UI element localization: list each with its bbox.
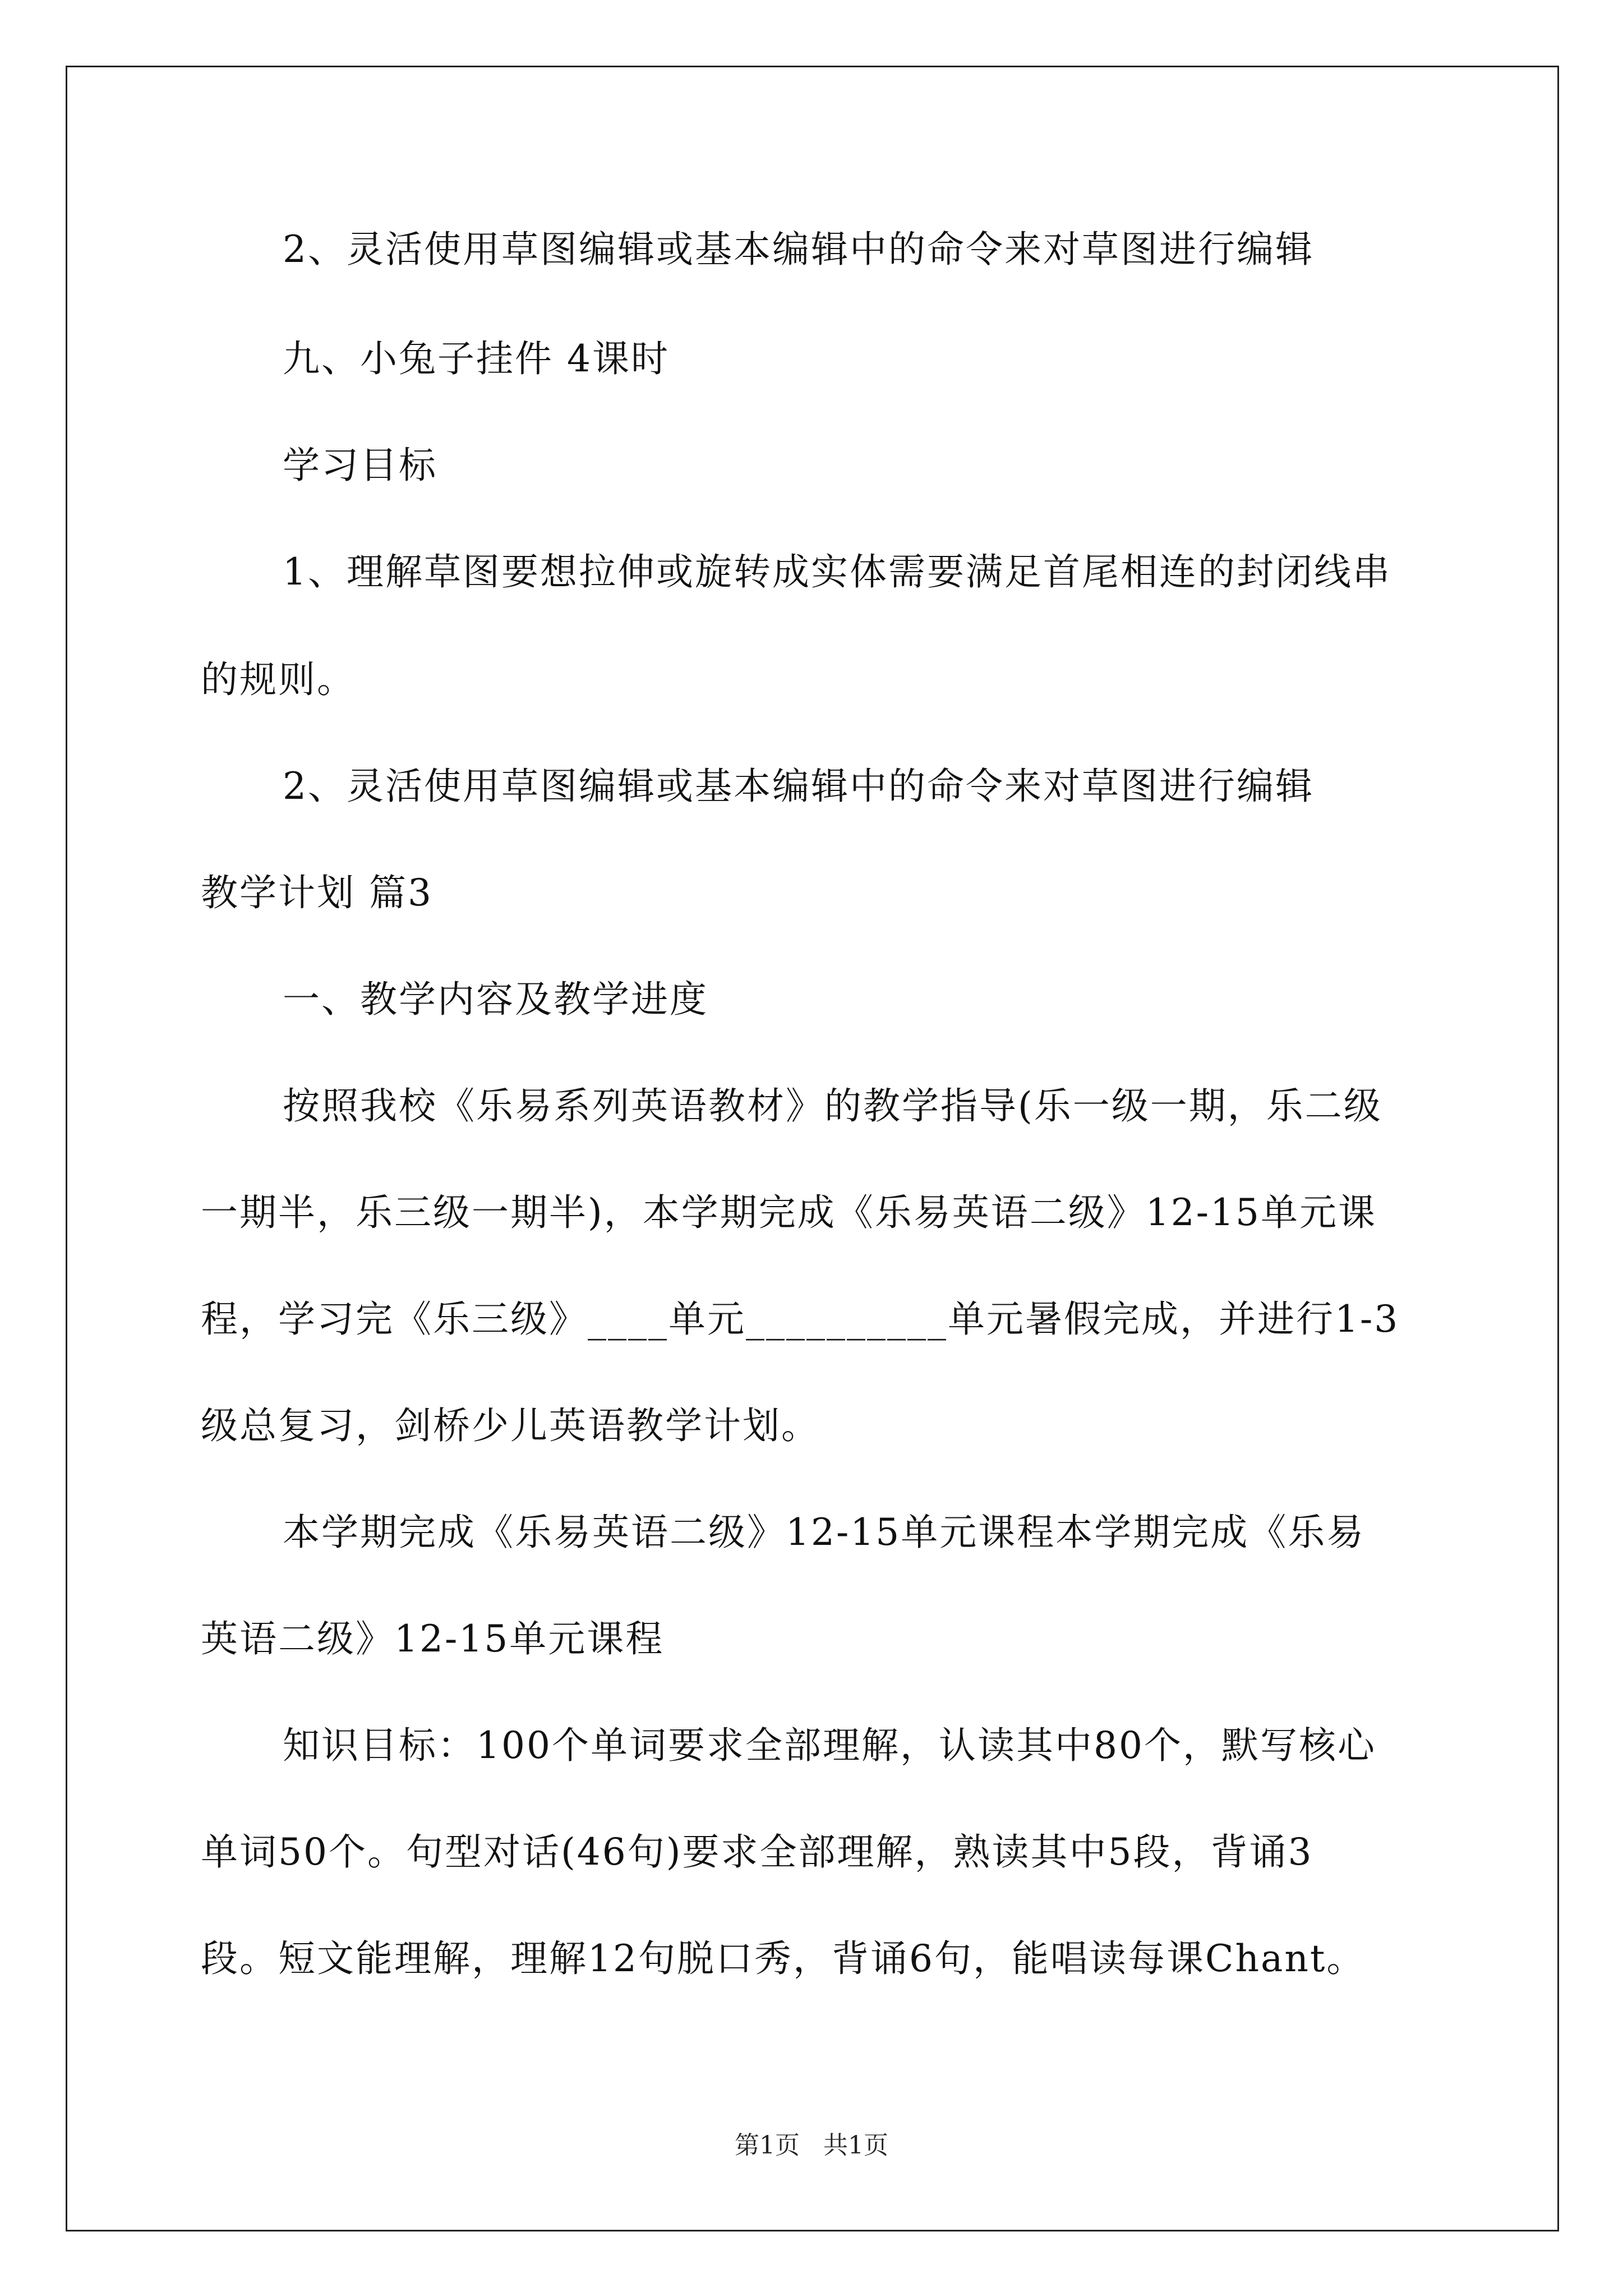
paragraph-line: 段。短文能理解，理解12句脱口秀，背诵6句，能唱读每课Chant。 — [201, 1937, 1366, 1980]
paragraph-line: 本学期完成《乐易英语二级》12-15单元课程本学期完成《乐易 — [283, 1511, 1366, 1554]
paragraph-line: 2、灵活使用草图编辑或基本编辑中的命令来对草图进行编辑 — [283, 765, 1314, 808]
page-footer: 第1页 共1页 — [735, 2131, 888, 2160]
subheading: 学习目标 — [283, 444, 437, 487]
paragraph-line: 单词50个。句型对话(46句)要求全部理解，熟读其中5段，背诵3 — [201, 1830, 1313, 1874]
paragraph-line: 1、理解草图要想拉伸或旋转成实体需要满足首尾相连的封闭线串 — [283, 550, 1391, 593]
section-title: 教学计划 篇3 — [201, 871, 433, 914]
section-heading: 一、教学内容及教学进度 — [283, 978, 708, 1021]
paragraph-line: 程，学习完《乐三级》____单元__________单元暑假完成，并进行1-3 — [201, 1297, 1400, 1341]
page-border — [66, 66, 1559, 2231]
section-heading: 九、小兔子挂件 4课时 — [283, 337, 670, 380]
paragraph-line: 2、灵活使用草图编辑或基本编辑中的命令来对草图进行编辑 — [283, 228, 1314, 271]
paragraph-line: 知识目标：100个单词要求全部理解，认读其中80个，默写核心 — [283, 1724, 1376, 1767]
paragraph-line: 一期半，乐三级一期半)，本学期完成《乐易英语二级》12-15单元课 — [201, 1191, 1377, 1234]
paragraph-line: 按照我校《乐易系列英语教材》的教学指导(乐一级一期，乐二级 — [283, 1084, 1382, 1128]
paragraph-line: 的规则。 — [201, 658, 356, 701]
paragraph-line: 英语二级》12-15单元课程 — [201, 1617, 665, 1660]
paragraph-line: 级总复习，剑桥少儿英语教学计划。 — [201, 1404, 820, 1447]
